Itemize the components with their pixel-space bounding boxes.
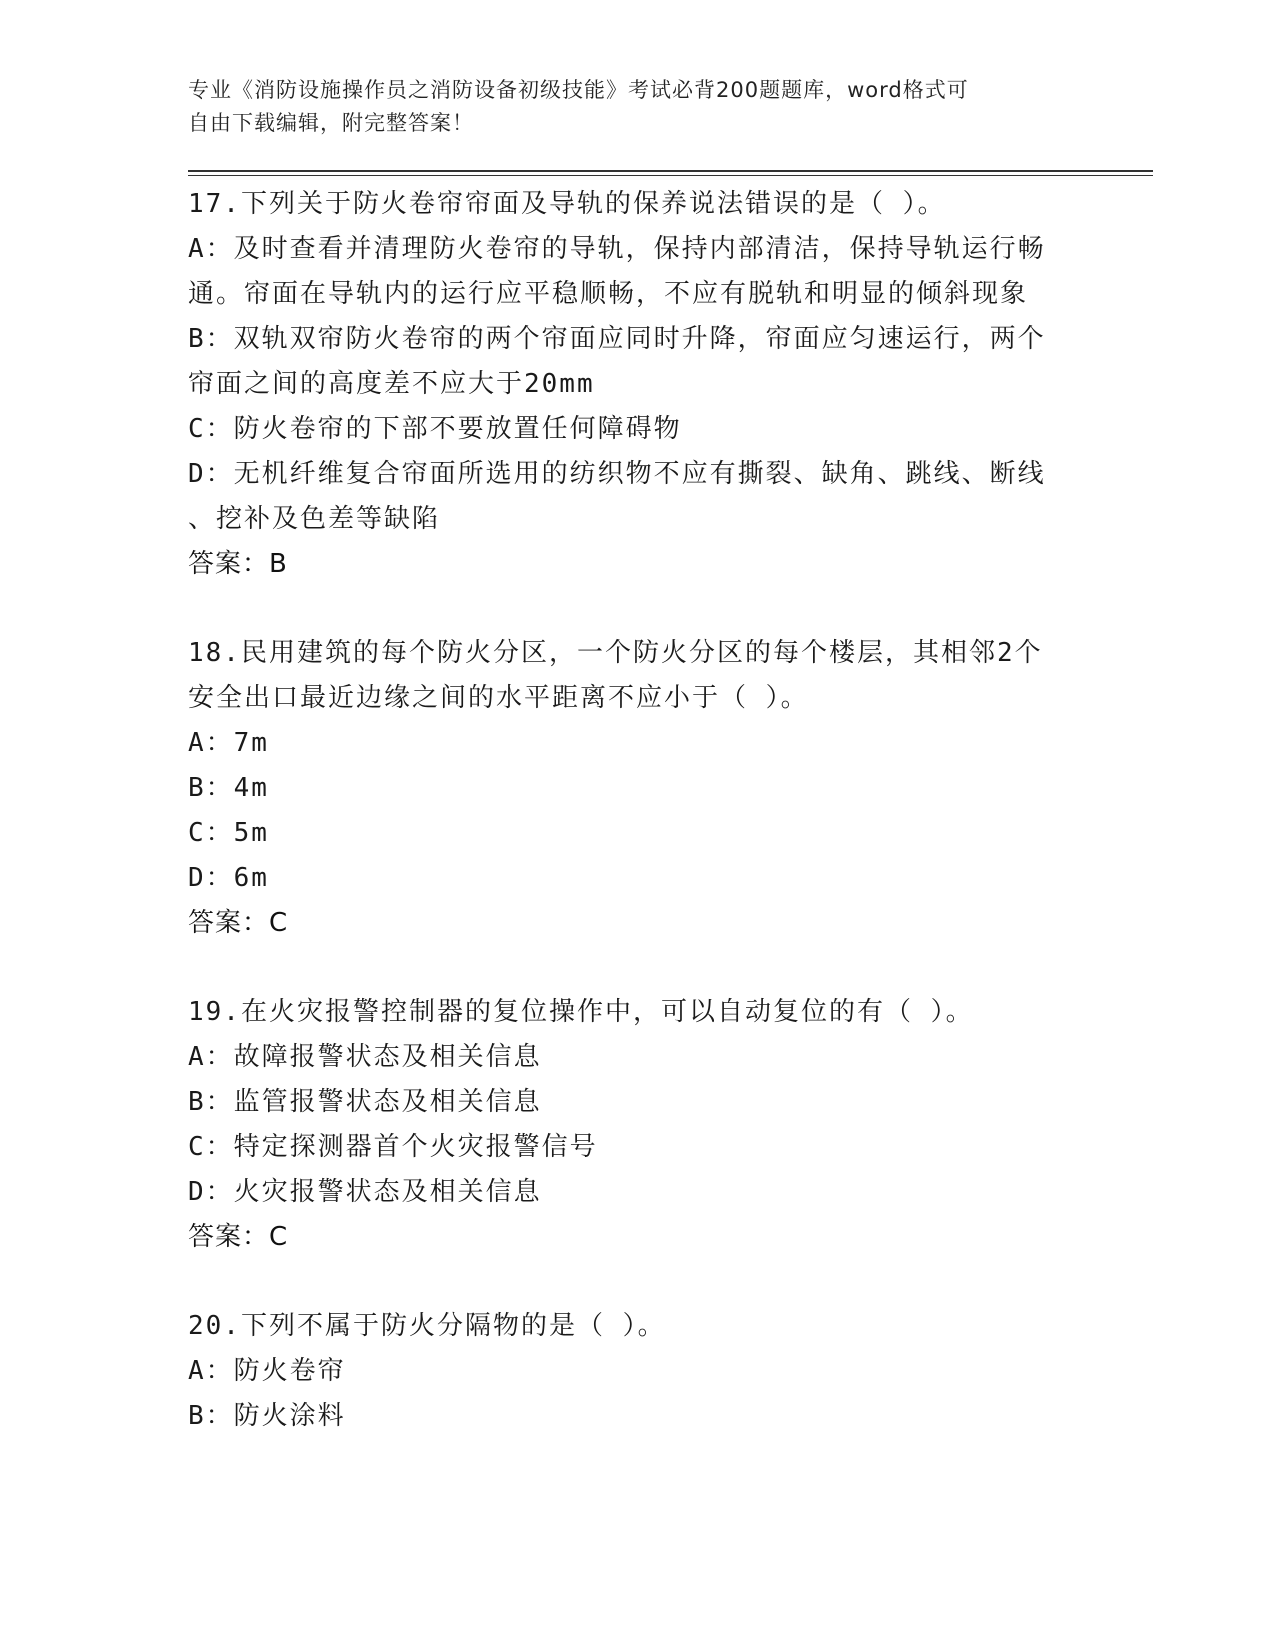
header-line-1: 专业《消防设施操作员之消防设备初级技能》考试必背200题题库，word格式可: [188, 78, 969, 102]
question-stem: 18.民用建筑的每个防火分区，一个防火分区的每个楼层，其相邻2个: [188, 638, 1043, 668]
option-line: C：特定探测器首个火灾报警信号: [188, 1132, 598, 1162]
question-stem: 安全出口最近边缘之间的水平距离不应小于（ ）。: [188, 683, 809, 713]
question-20: [188, 1304, 1068, 1439]
option-line: B：监管报警状态及相关信息: [188, 1087, 542, 1117]
option-line: B：双轨双帘防火卷帘的两个帘面应同时升降，帘面应匀速运行，两个: [188, 324, 1046, 354]
option-line: B：4m: [188, 773, 269, 803]
option-line: 、挖补及色差等缺陷: [188, 504, 441, 534]
option-line: C：5m: [188, 818, 269, 848]
header-divider: [188, 170, 1153, 176]
document-page: [188, 74, 1153, 1483]
option-line: D：火灾报警状态及相关信息: [188, 1177, 542, 1207]
header-line-2: 自由下载编辑，附完整答案！: [188, 111, 474, 135]
option-line: B：防火涂料: [188, 1401, 346, 1431]
option-line: D：无机纤维复合帘面所选用的纺织物不应有撕裂、缺角、跳线、断线: [188, 459, 1046, 489]
question-stem: 20.下列不属于防火分隔物的是（ ）。: [188, 1311, 666, 1341]
question-list: [188, 182, 1068, 1439]
option-line: A：7m: [188, 728, 269, 758]
option-line: 通。帘面在导轨内的运行应平稳顺畅，不应有脱轨和明显的倾斜现象: [188, 279, 1029, 309]
question-18: [188, 631, 1068, 946]
option-line: A：及时查看并清理防火卷帘的导轨，保持内部清洁，保持导轨运行畅: [188, 234, 1046, 264]
option-line: A：故障报警状态及相关信息: [188, 1042, 542, 1072]
question-stem: 19.在火灾报警控制器的复位操作中，可以自动复位的有（ ）。: [188, 997, 974, 1027]
answer-line: 答案：C: [188, 908, 289, 938]
document-header: [188, 74, 1068, 140]
question-17: [188, 182, 1068, 587]
question-stem: 17.下列关于防火卷帘帘面及导轨的保养说法错误的是（ ）。: [188, 189, 946, 219]
option-line: C：防火卷帘的下部不要放置任何障碍物: [188, 414, 682, 444]
answer-line: 答案：C: [188, 1222, 289, 1252]
answer-line: 答案：B: [188, 549, 288, 579]
option-line: 帘面之间的高度差不应大于20mm: [188, 369, 595, 399]
option-line: A：防火卷帘: [188, 1356, 346, 1386]
question-19: [188, 990, 1068, 1260]
option-line: D：6m: [188, 863, 269, 893]
